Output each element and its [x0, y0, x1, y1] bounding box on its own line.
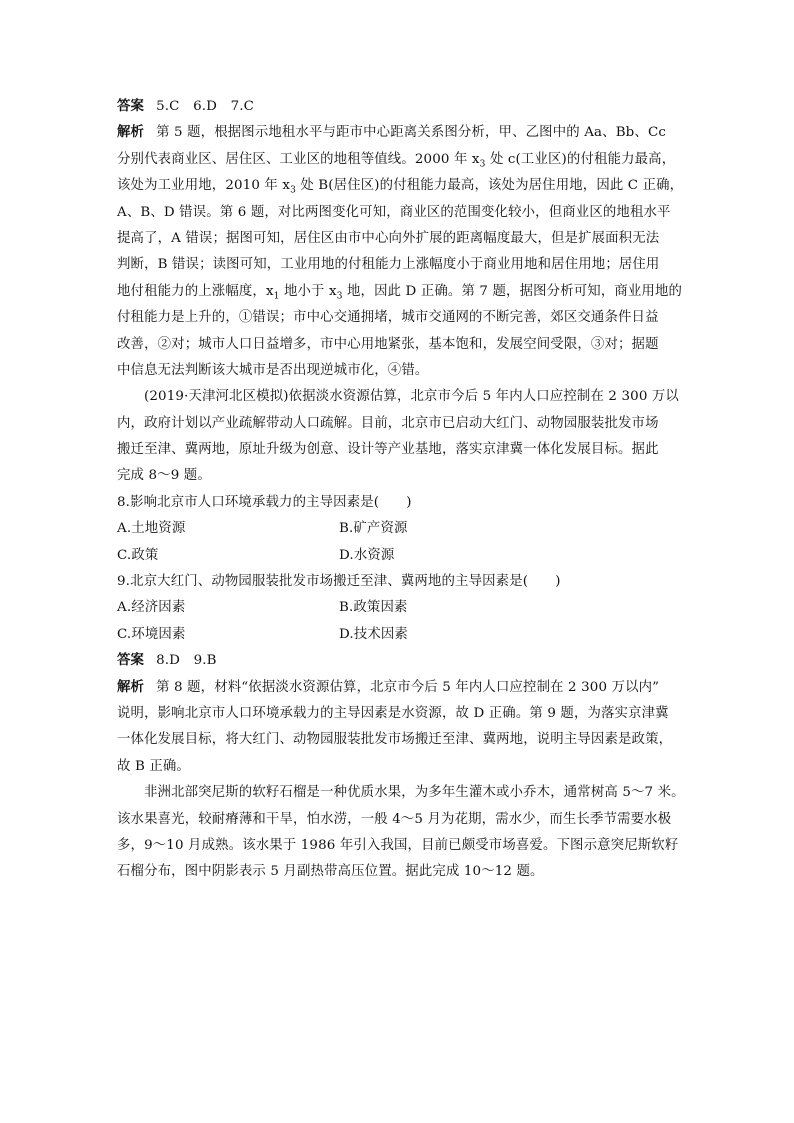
- answer-label: 答案: [117, 653, 145, 669]
- analysis-5-7-line-3: 该处为工业用地，2010 年 $x_3$ 处 B(居住区)的付租能力最高，该处为居住用地，因此 C 正确，: [117, 178, 684, 196]
- passage-8-9-line-4: 完成 8～9 题。: [117, 468, 211, 484]
- answer-5-7: [117, 94, 677, 120]
- passage-8-9-line-2: 内，政府计划以产业疏解带动人口疏解。目前，北京市已启动大红门、动物园服装批发市场: [117, 415, 659, 431]
- passage-10-12-line-1: 非洲北部突尼斯的软籽石榴是一种优质水果，为多年生灌木或小乔木，通常树高 5～7 米。: [144, 785, 685, 801]
- passage-10-12-line-2: 该水果喜光，较耐瘠薄和干旱，怕水涝，一般 4～5 月为花期，需水少，而生长季节需要水极: [117, 811, 672, 827]
- answer-8-9: [117, 648, 677, 674]
- analysis-8-9-line-2: 说明，影响北京市人口环境承载力的主导因素是水资源，故 D 正确。第 9 题，为落实京津冀: [117, 705, 669, 721]
- analysis-8-9-line-3: 一体化发展目标，将大红门、动物园服装批发市场搬迁至津、冀两地，说明主导因素是政策，: [117, 732, 673, 748]
- passage-8-9-line-3: 搬迁至津、冀两地，原址升级为创意、设计等产业基地，落实京津冀一体化发展目标。据此: [117, 442, 659, 458]
- analysis-8-9-line-4: 故 B 正确。: [117, 758, 190, 774]
- answer-text: 5.C 6.D 7.C: [156, 99, 255, 114]
- analysis-5-7-line-7: 地付租能力的上涨幅度，$x_1$ 地小于 $x_3$ 地，因此 D 正确。第 7 题，据图分析可知，商业用地的: [117, 283, 683, 302]
- passage-10-12-line-4: 石榴分布，图中阴影表示 5 月副热带高压位置。据此完成 10～12 题。: [117, 864, 544, 880]
- option-9b: B.政策因素: [339, 600, 408, 616]
- analysis-5-7-line-5: 提高了，A 错误；据图可知，居住区由市中心向外扩展的距离幅度最大，但是扩展面积无法: [117, 230, 660, 246]
- answer-label: 答案: [117, 99, 145, 114]
- analysis-5-7-line-2: 分别代表商业区、居住区、工业区的地租等值线。2000 年 $x_3$ 处 c(工业区)的付租能力最高，: [117, 151, 676, 170]
- document-page: [117, 94, 685, 886]
- question-8-options-row-2: [117, 543, 677, 569]
- analysis-5-7-line-1: 解析 第 5 题，根据图示地租水平与距市中心距离关系图分析，甲、乙图中的 Aa、Bb、Cc: [117, 125, 666, 141]
- question-9-options-row-2: [117, 622, 677, 648]
- analysis-5-7-line-8: 付租能力是上升的，①错误；市中心交通拥堵，城市交通网的不断完善，郊区交通条件日益: [117, 310, 659, 326]
- question-8-stem: 8.影响北京市人口环境承载力的主导因素是( ): [117, 494, 412, 510]
- question-8-options-row-1: [117, 516, 677, 542]
- analysis-5-7-line-9: 改善，②对；城市人口日益增多，市中心用地紧张，基本饱和，发展空间受限，③对；据题: [117, 336, 659, 352]
- question-9-stem: 9.北京大红门、动物园服装批发市场搬迁至津、冀两地的主导因素是( ): [117, 574, 561, 590]
- question-9-options-row-1: [117, 595, 677, 621]
- option-8a: A.土地资源: [117, 521, 186, 537]
- option-9d: D.技术因素: [339, 626, 408, 642]
- analysis-8-9-line-1: 解析 第 8 题，材料“依据淡水资源估算，北京市今后 5 年内人口应控制在 2 300 万以内”: [117, 679, 660, 695]
- option-9c: C.环境因素: [117, 626, 186, 642]
- option-8b: B.矿产资源: [339, 521, 408, 537]
- analysis-5-7-line-4: A、B、D 错误。第 6 题，对比两图变化可知，商业区的范围变化较小，但商业区的地租水平: [117, 204, 671, 220]
- analysis-label: 解析: [117, 125, 145, 141]
- analysis-label: 解析: [117, 679, 145, 695]
- answer-text: 8.D 9.B: [156, 653, 217, 669]
- analysis-5-7-line-6: 判断，B 错误；读图可知，工业用地的付租能力上涨幅度小于商业用地和居住用地；居住用: [117, 257, 660, 273]
- option-8c: C.政策: [117, 547, 159, 563]
- passage-8-9-line-1: (2019·天津河北区模拟)依据淡水资源估算，北京市今后 5 年内人口应控制在 2 300 万以: [144, 389, 679, 405]
- passage-10-12-line-3: 多，9～10 月成熟。该水果于 1986 年引入我国，目前已颇受市场喜爱。下图示意突尼斯软籽: [117, 837, 679, 853]
- option-9a: A.经济因素: [117, 600, 186, 616]
- analysis-5-7-line-10: 中信息无法判断该大城市是否出现逆城市化，④错。: [117, 362, 429, 378]
- option-8d: D.水资源: [339, 547, 395, 563]
